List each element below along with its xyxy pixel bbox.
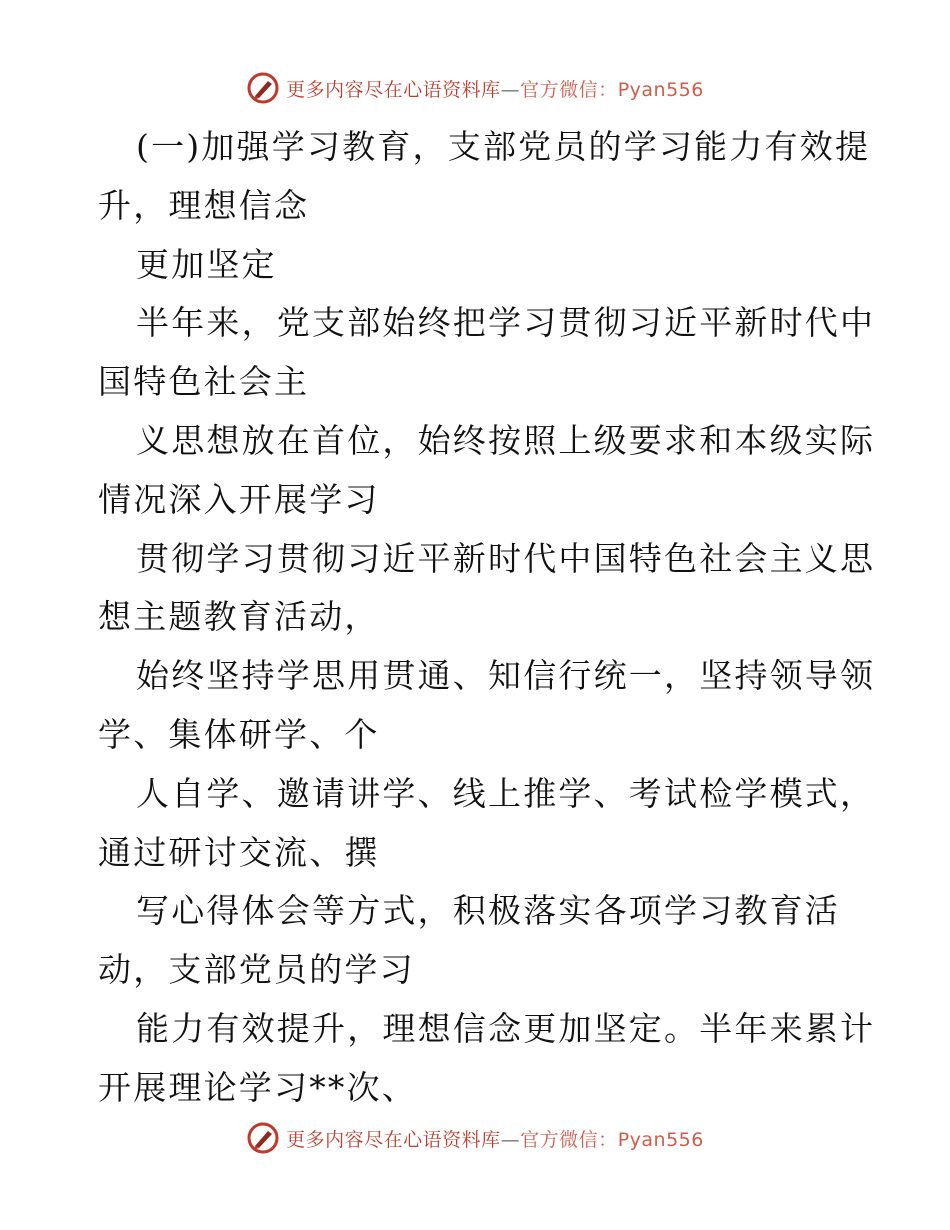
text-line: 国特色社会主 (98, 362, 310, 402)
footer-banner (0, 1118, 950, 1158)
document-body (98, 118, 876, 1118)
text-line: 写心得体会等方式，积极落实各项学习教育活 (136, 891, 840, 931)
header-wechat-label: 官方微信： (520, 78, 618, 101)
footer-banner-text (286, 1125, 704, 1152)
footer-wechat-id: Pyan556 (617, 1128, 704, 1151)
pen-logo-icon (246, 1121, 280, 1155)
header-banner-separator: — (500, 78, 521, 101)
text-line: 能力有效提升，理想信念更加坚定。半年来累计 (136, 1008, 876, 1048)
footer-wechat-label: 官方微信： (520, 1128, 618, 1151)
footer-banner-title: 更多内容尽在心语资料库 (286, 1128, 501, 1151)
text-line: 学、集体研学、个 (98, 714, 380, 754)
text-line: (一)加强学习教育，支部党员的学习能力有效提 (136, 127, 871, 166)
text-line: 动，支部党员的学习 (98, 950, 415, 990)
text-line: 贯彻学习贯彻习近平新时代中国特色社会主义思 (136, 538, 876, 578)
text-line: 更加坚定 (136, 244, 277, 284)
header-banner-text (286, 75, 704, 102)
pen-logo-icon (246, 71, 280, 105)
text-line: 升，理想信念 (98, 185, 310, 225)
text-line: 义思想放在首位，始终按照上级要求和本级实际 (136, 420, 876, 460)
text-line: 通过研讨交流、撰 (98, 832, 380, 872)
text-line: 半年来，党支部始终把学习贯彻习近平新时代中 (136, 303, 876, 343)
text-line: 情况深入开展学习 (98, 479, 380, 519)
text-line: 人自学、邀请讲学、线上推学、考试检学模式， (136, 773, 876, 813)
header-banner-title: 更多内容尽在心语资料库 (286, 78, 501, 101)
header-banner (0, 68, 950, 108)
footer-banner-separator: — (500, 1128, 521, 1151)
header-wechat-id: Pyan556 (617, 78, 704, 101)
text-line: 始终坚持学思用贯通、知信行统一，坚持领导领 (136, 656, 876, 696)
text-line: 开展理论学习**次、 (98, 1067, 417, 1107)
text-line: 想主题教育活动， (98, 597, 380, 637)
